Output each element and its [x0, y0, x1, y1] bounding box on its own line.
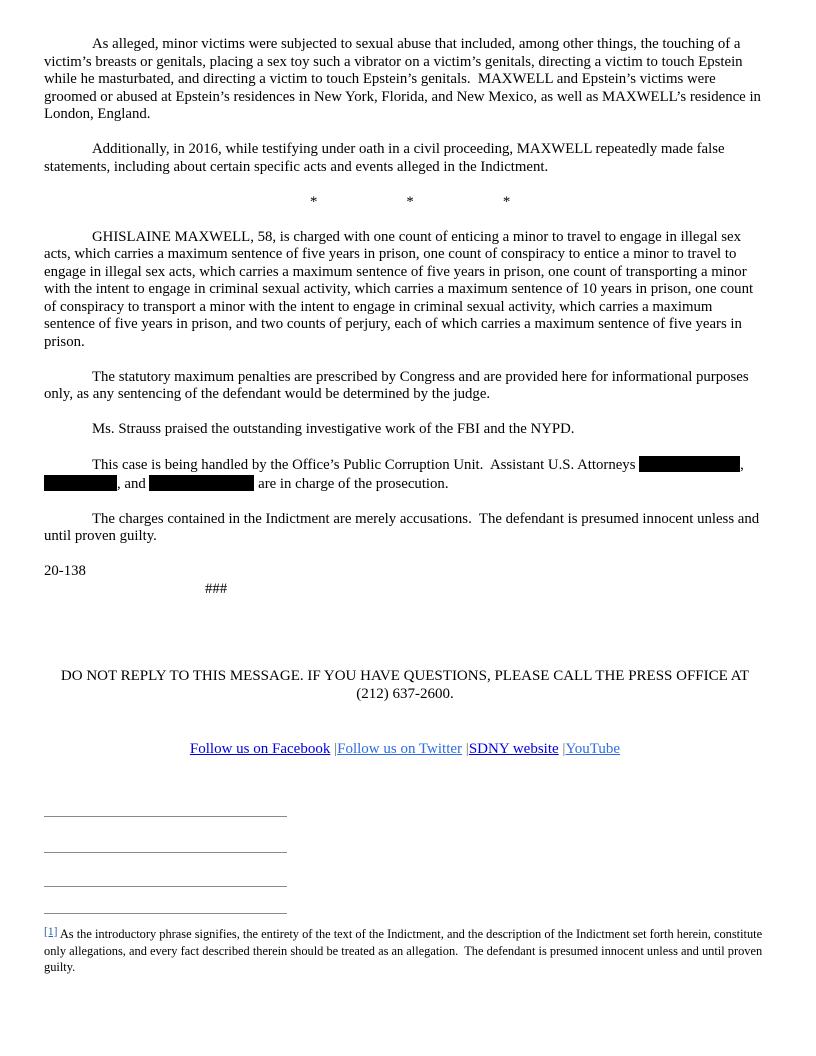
paragraph-statutory-penalties: The statutory maximum penalties are prescribed by Congress and are provided here for informational purposes only, as any sentencing of the defendant would be determined by the judge.	[44, 368, 753, 402]
redaction-box	[639, 456, 670, 472]
redaction-box	[44, 475, 117, 491]
redaction-box	[670, 456, 740, 472]
star-glyph: *	[310, 193, 318, 210]
star-glyph: *	[406, 193, 414, 210]
paragraph-abuse-allegations: As alleged, minor victims were subjected to sexual abuse that included, among other things, the touching of a victim’s breasts or genitals, placing a sex toy such a vibrator on a victim’s genitals, directing a victim to touch Epstein while he masturbated, and directing a victim to touch Epstein’s genitals. MAXWELL and Epstein’s victims were groomed or abused at Epstein’s residences in New York, Florida, and New Mexico, as well as MAXWELL’s residence in London, England.	[44, 36, 765, 122]
paragraph-case-handled	[44, 456, 766, 493]
link-separator: |	[462, 741, 469, 757]
horizontal-rule	[44, 886, 287, 887]
end-marker: ###	[205, 580, 228, 597]
paragraph-perjury-allegations: Additionally, in 2016, while testifying under oath in a civil proceeding, MAXWELL repeatedly made false statements, including about certain specific acts and events alleged in the Indictment.	[44, 141, 729, 175]
youtube-link[interactable]: YouTube	[565, 741, 621, 757]
facebook-link[interactable]: Follow us on Facebook	[189, 741, 331, 757]
twitter-link[interactable]: Follow us on Twitter	[337, 741, 463, 757]
section-separator-stars	[44, 194, 766, 212]
paragraph-text: ,	[740, 457, 748, 473]
footnote	[44, 927, 766, 975]
do-not-reply-notice: DO NOT REPLY TO THIS MESSAGE. IF YOU HAVE QUESTIONS, PLEASE CALL THE PRESS OFFICE AT (212) 637-2600.	[60, 668, 753, 702]
paragraph-accusations-disclaimer: The charges contained in the Indictment are merely accusations. The defendant is presumed innocent unless and until proven guilty.	[44, 510, 763, 544]
paragraph-text: are in charge of the prosecution.	[254, 475, 449, 492]
case-number: 20-138	[44, 563, 86, 579]
horizontal-rule	[44, 816, 287, 817]
footnote-text: As the introductory phrase signifies, the entirety of the text of the Indictment, and the description of the Indictment set forth herein, constitute only allegations, and every fact described therein should be treated as an allegation. The defendant is presumed innocent unless and until proven guilty.	[44, 927, 766, 974]
social-links-row	[44, 740, 766, 759]
link-separator: |	[558, 741, 566, 757]
link-separator: |	[330, 741, 338, 757]
paragraph-text: , and	[117, 475, 150, 492]
star-glyph: *	[502, 193, 511, 210]
paragraph-text: This case is being handled by the Office’s Public Corruption Unit. Assistant U.S. Attorneys	[92, 457, 640, 473]
redaction-box	[149, 475, 254, 491]
horizontal-rule	[44, 852, 287, 853]
footnote-reference-link[interactable]: [1]	[44, 926, 58, 938]
horizontal-rule	[44, 913, 287, 914]
paragraph-charges-counts: GHISLAINE MAXWELL, 58, is charged with one count of enticing a minor to travel to engage in illegal sex acts, which carries a maximum sentence of five years in prison, one count of conspiracy to entice a minor to travel to engage in illegal sex acts, which carries a maximum sentence of five years in prison, one count of transporting a minor with the intent to engage in criminal sexual activity, which carries a maximum sentence of 10 years in prison, one count of conspiracy to transport a minor with the intent to engage in criminal sexual activity, which carries a maximum sentence of five years in prison, and two counts of perjury, each of which carries a maximum sentence of five years in prison.	[44, 228, 757, 350]
paragraph-praise: Ms. Strauss praised the outstanding investigative work of the FBI and the NYPD.	[92, 421, 575, 437]
sdny-website-link[interactable]: SDNY website	[468, 741, 559, 757]
